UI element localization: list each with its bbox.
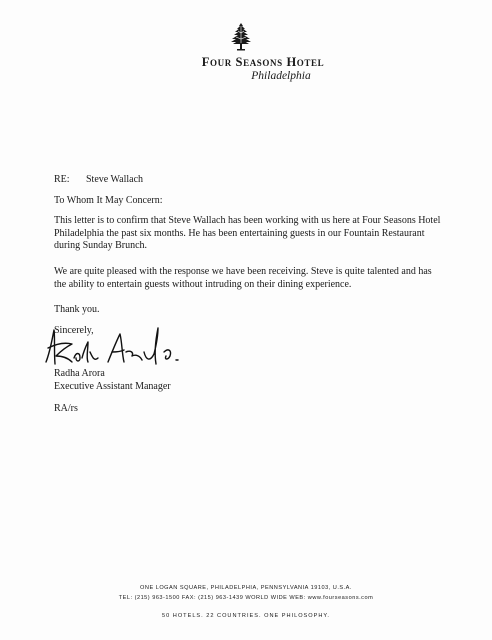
hotel-city: Philadelphia [251, 70, 311, 82]
typist-initials: RA/rs [54, 403, 78, 414]
paragraph-1-line: This letter is to confirm that Steve Wallach has been working with us here at Four Seasons Hotel [54, 215, 441, 226]
signature-graphic [42, 322, 192, 372]
thank-you: Thank you. [54, 304, 100, 315]
signer-name: Radha Arora [54, 368, 105, 379]
re-name: Steve Wallach [86, 174, 144, 185]
tree-logo-icon [229, 22, 253, 52]
salutation: To Whom It May Concern: [54, 195, 163, 206]
footer-tagline: 50 HOTELS. 22 COUNTRIES. ONE PHILOSOPHY. [162, 613, 330, 619]
hotel-name: Four Seasons Hotel [201, 55, 325, 69]
paragraph-2 [54, 266, 434, 291]
paragraph-2-line: the ability to entertain guests without intruding on their dining experience. [54, 278, 352, 290]
paragraph-1 [54, 215, 441, 253]
footer-contact: TEL: (215) 963-1500 FAX: (215) 963-1439 WORLD WIDE WEB: www.fourseasons.com [118, 595, 374, 601]
paragraph-2-line: We are quite pleased with the response we have been receiving. Steve is quite talented and has [54, 266, 432, 277]
signer-title: Executive Assistant Manager [54, 381, 171, 392]
re-label: RE: [54, 174, 70, 185]
paragraph-1-line: Philadelphia the past six months. He has been entertaining guests in our Fountain Restaurant [54, 227, 425, 239]
closing: Sincerely, [54, 325, 94, 336]
footer-address: ONE LOGAN SQUARE, PHILADELPHIA, PENNSYLVANIA 19103, U.S.A. [140, 585, 352, 591]
paragraph-1-line: during Sunday Brunch. [54, 240, 148, 251]
